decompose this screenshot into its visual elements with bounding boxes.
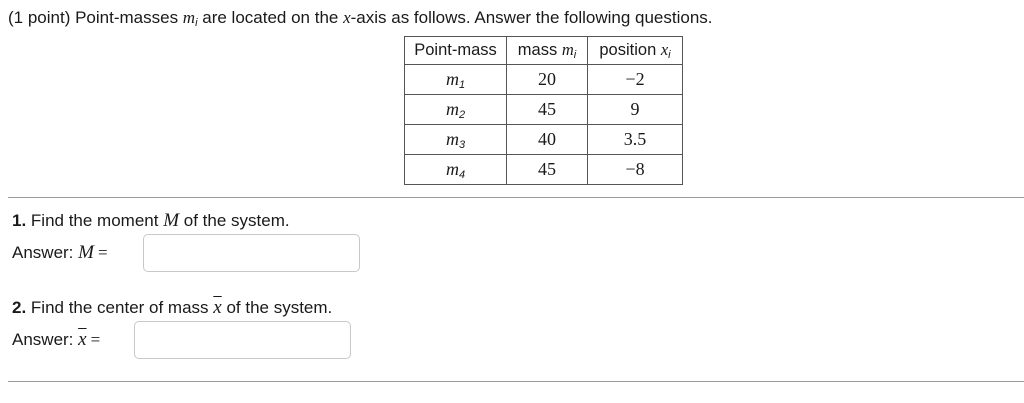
row-position: 9 bbox=[588, 95, 683, 125]
question-2 bbox=[12, 297, 332, 319]
question-1-text-end: of the system. bbox=[179, 211, 290, 230]
question-2-var: $\overline{x}$ bbox=[213, 297, 222, 318]
question-1-text: Find the moment bbox=[26, 211, 164, 230]
intro-mi-sub: i bbox=[195, 17, 198, 29]
header-point-mass: Point-mass bbox=[405, 37, 507, 65]
row-position: −8 bbox=[588, 155, 683, 185]
row-mass: 45 bbox=[507, 155, 588, 185]
answer-1-prefix: Answer: bbox=[12, 243, 79, 262]
moment-answer-input[interactable] bbox=[143, 234, 360, 272]
intro-suffix: -axis as follows. Answer the following questions. bbox=[350, 8, 713, 27]
header-mass bbox=[507, 37, 588, 65]
intro-middle: are located on the bbox=[197, 8, 344, 27]
header-mass-text: mass bbox=[517, 41, 562, 59]
row-var: m bbox=[445, 68, 459, 89]
header-mass-sub: i bbox=[573, 49, 577, 61]
table-row bbox=[405, 65, 683, 95]
table-row bbox=[405, 155, 683, 185]
row-mass: 45 bbox=[507, 95, 588, 125]
point-mass-table bbox=[404, 36, 683, 185]
answer-2-label bbox=[12, 329, 100, 351]
answer-1-var: M bbox=[78, 242, 94, 263]
header-mass-var: m bbox=[561, 40, 574, 59]
question-1-var: M bbox=[163, 210, 180, 231]
answer-2-var: $\overline{x}$ bbox=[78, 329, 87, 350]
answer-2-prefix: Answer: bbox=[12, 330, 79, 349]
row-sub: 2 bbox=[458, 108, 466, 121]
problem-intro bbox=[8, 8, 713, 29]
row-position: −2 bbox=[588, 65, 683, 95]
divider-bottom bbox=[8, 381, 1024, 382]
question-1-number: 1. bbox=[12, 211, 27, 230]
row-label bbox=[405, 125, 507, 155]
intro-x: x bbox=[343, 8, 351, 27]
row-label bbox=[405, 95, 507, 125]
row-sub: 4 bbox=[458, 168, 466, 181]
row-sub: 3 bbox=[458, 138, 466, 151]
answer-1-eq: = bbox=[97, 243, 108, 262]
question-2-number: 2. bbox=[12, 298, 27, 317]
question-2-text: Find the center of mass bbox=[26, 298, 214, 317]
header-position-text: position bbox=[599, 41, 661, 59]
header-position-var: x bbox=[660, 40, 669, 59]
row-var: m bbox=[445, 158, 459, 179]
row-sub: 1 bbox=[458, 78, 466, 91]
row-mass: 40 bbox=[507, 125, 588, 155]
header-position bbox=[588, 37, 683, 65]
answer-1-label bbox=[12, 242, 108, 264]
intro-mi: m bbox=[182, 8, 196, 27]
answer-2-eq: = bbox=[90, 330, 101, 349]
question-2-text-end: of the system. bbox=[221, 298, 333, 317]
header-position-sub: i bbox=[668, 49, 671, 61]
question-1 bbox=[12, 210, 290, 232]
divider-top bbox=[8, 197, 1024, 198]
row-mass: 20 bbox=[507, 65, 588, 95]
table-row bbox=[405, 95, 683, 125]
row-var: m bbox=[445, 98, 459, 119]
row-position: 3.5 bbox=[588, 125, 683, 155]
table-row bbox=[405, 125, 683, 155]
row-label bbox=[405, 155, 507, 185]
row-var: m bbox=[445, 128, 459, 149]
intro-prefix: (1 point) Point-masses bbox=[8, 8, 183, 27]
center-of-mass-answer-input[interactable] bbox=[134, 321, 351, 359]
table-header-row bbox=[405, 37, 683, 65]
row-label bbox=[405, 65, 507, 95]
